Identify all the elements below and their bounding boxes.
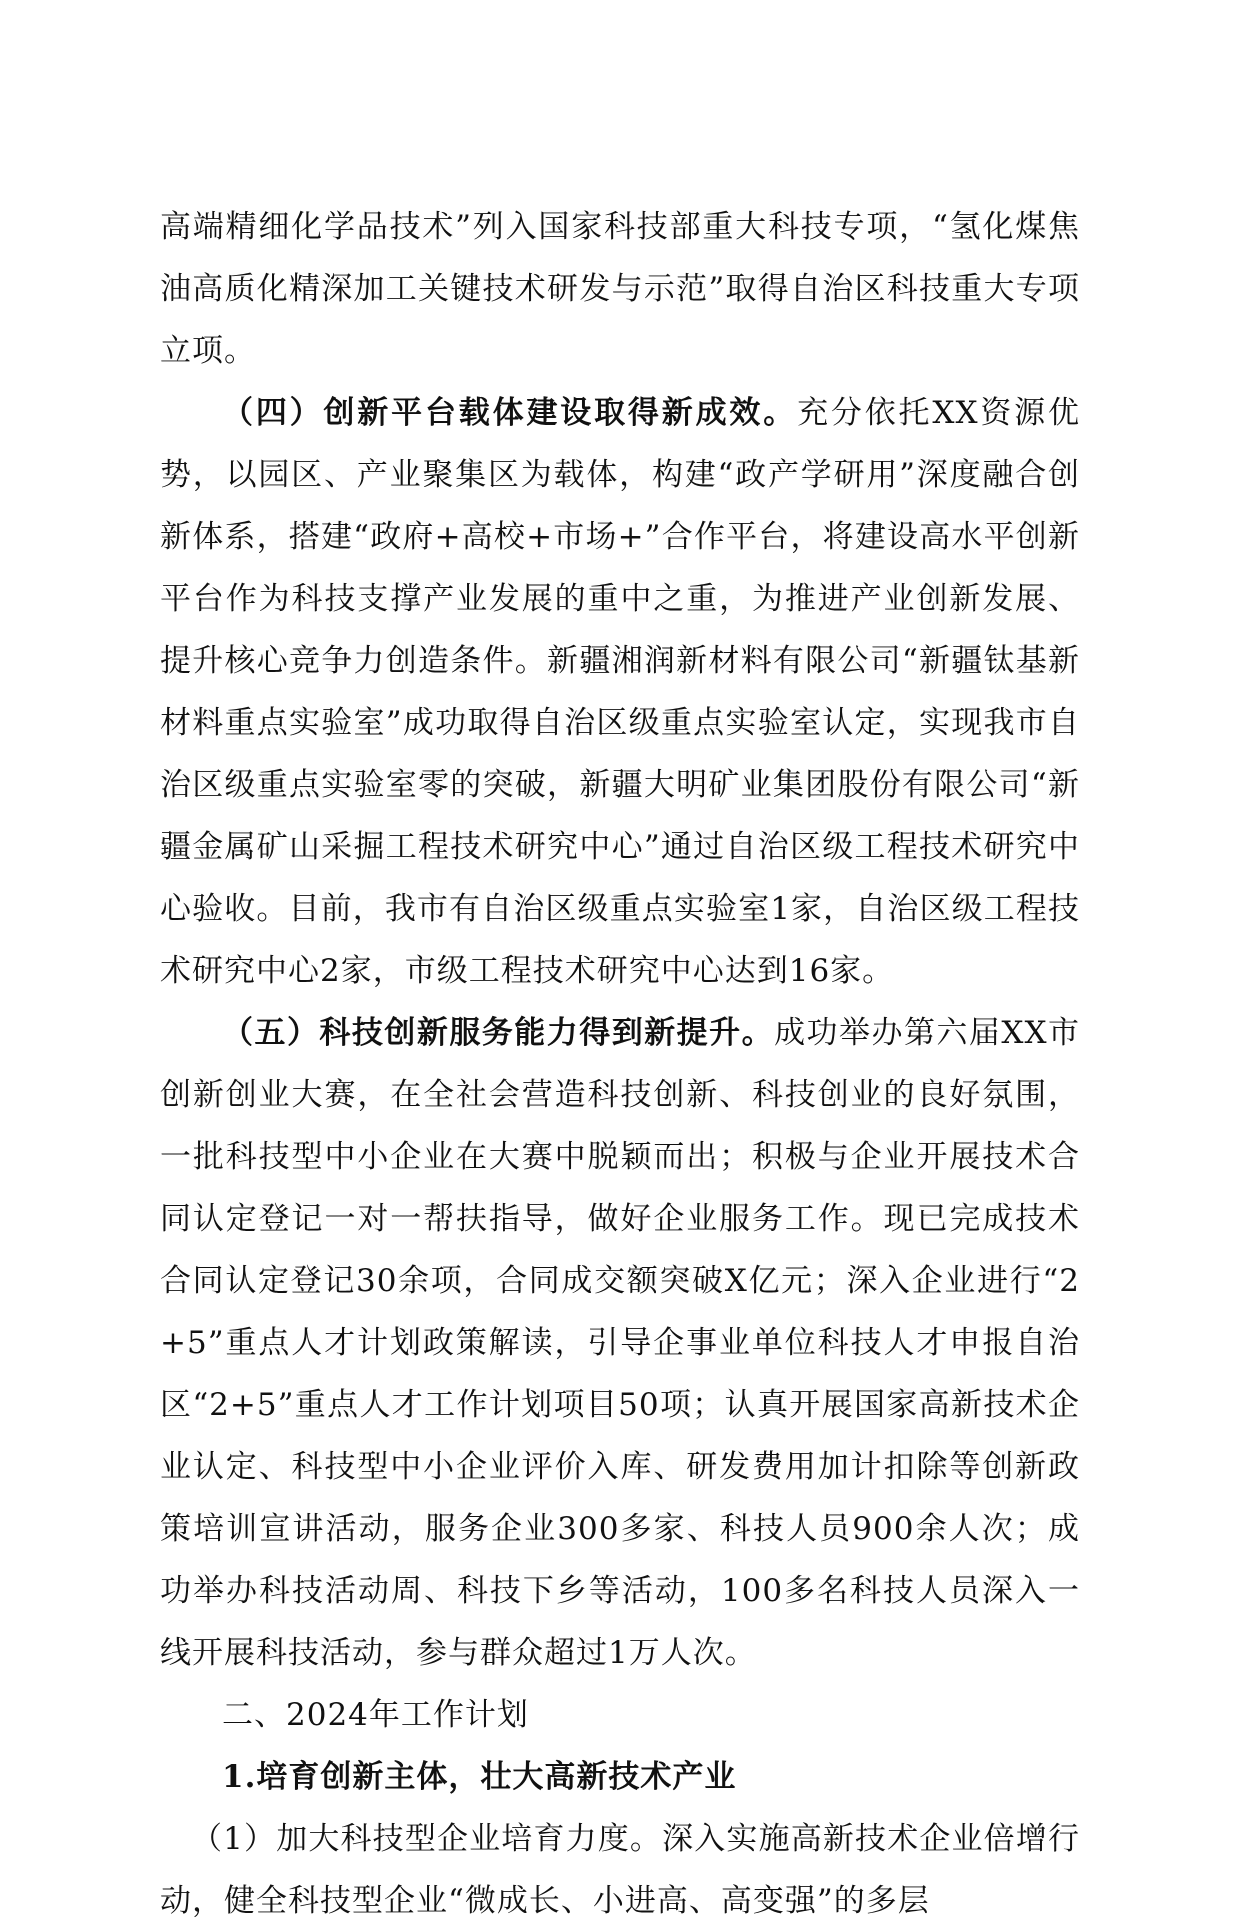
paragraph-section-5: [160, 1002, 1080, 1684]
document-body: [160, 196, 1080, 1932]
heading-work-plan: 二、2024年工作计划: [222, 1697, 529, 1733]
paragraph-item-1: （1）加大科技型企业培育力度。深入实施高新技术企业倍增行动，健全科技型企业“微成长、小进高、高变强”的多层: [160, 1821, 1080, 1919]
paragraph-section-4: [160, 382, 1080, 1002]
section-5-body: 成功举办第六届XX市创新创业大赛，在全社会营造科技创新、科技创业的良好氛围，一批科技型中小企业在大赛中脱颖而出；积极与企业开展技术合同认定登记一对一帮扶指导，做好企业服务工作。现已完成技术合同认定登记30余项，合同成交额突破X亿元；深入企业进行“2+5”重点人才计划政策解读，引导企事业单位科技人才申报自治区“2+5”重点人才工作计划项目50项；认真开展国家高新技术企业认定、科技型中小企业评价入库、研发费用加计扣除等创新政策培训宣讲活动，服务企业300多家、科技人员900余人次；成功举办科技活动周、科技下乡等活动，100多名科技人员深入一线开展科技活动，参与群众超过1万人次。: [160, 1015, 1080, 1671]
section-4-lead: （四）创新平台载体建设取得新成效。: [222, 395, 798, 431]
section-4-body: 充分依托XX资源优势，以园区、产业聚集区为载体，构建“政产学研用”深度融合创新体系，搭建“政府+高校+市场+”合作平台，将建设高水平创新平台作为科技支撑产业发展的重中之重，为推进产业创新发展、提升核心竞争力创造条件。新疆湘润新材料有限公司“新疆钛基新材料重点实验室”成功取得自治区级重点实验室认定，实现我市自治区级重点实验室零的突破，新疆大明矿业集团股份有限公司“新疆金属矿山采掘工程技术研究中心”通过自治区级工程技术研究中心验收。目前，我市有自治区级重点实验室1家，自治区级工程技术研究中心2家，市级工程技术研究中心达到16家。: [160, 395, 1081, 989]
subheading-cultivate-innovation: 1.培育创新主体，壮大高新技术产业: [222, 1759, 737, 1795]
paragraph-continuation: 高端精细化学品技术”列入国家科技部重大科技专项，“氢化煤焦油高质化精深加工关键技术研发与示范”取得自治区科技重大专项立项。: [160, 209, 1080, 369]
section-5-lead: （五）科技创新服务能力得到新提升。: [222, 1015, 775, 1051]
